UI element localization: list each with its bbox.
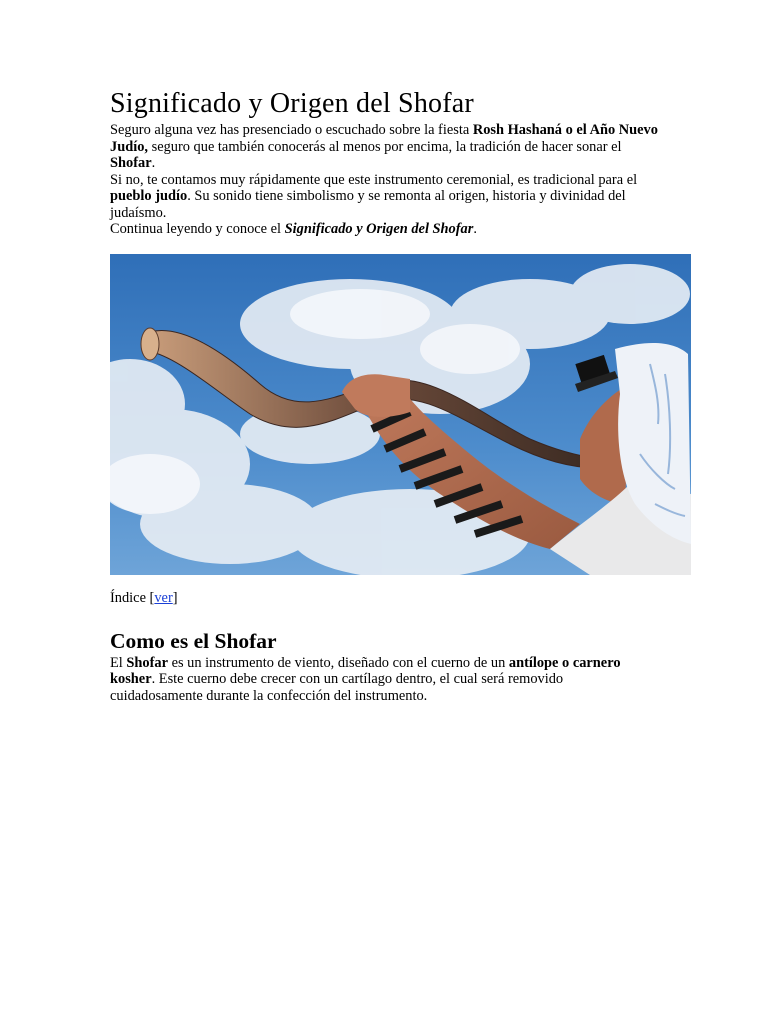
page-title: Significado y Origen del Shofar <box>110 88 474 119</box>
section-text-3: . Este cuerno debe crecer con un cartílago dentro, el cual será removido cuidadosamente durante la confección del instrumento. <box>110 671 564 704</box>
para3-text-2: . <box>473 221 477 237</box>
show-index-link[interactable]: ver <box>154 589 173 606</box>
shofar-photo <box>110 254 691 575</box>
intro-text-2: seguro que también conocerás al menos por encima, la tradición de hacer sonar el <box>148 138 622 155</box>
section-bold-1: Shofar <box>126 654 168 671</box>
para2-text-1: Si no, te contamos muy rápidamente que este instrumento ceremonial, es tradicional para el <box>110 171 638 188</box>
section-bold-2: antílope o carnero kosher <box>110 654 621 687</box>
second-paragraph <box>110 172 658 222</box>
para3-text-1: Continua leyendo y conoce el <box>110 221 285 237</box>
article-content <box>110 86 658 704</box>
intro-bold-2: Shofar <box>110 155 152 171</box>
index-close-bracket: ] <box>172 589 178 606</box>
intro-bold-1: Rosh Hashaná o el Año Nuevo Judío, <box>110 122 658 155</box>
table-of-contents-toggle <box>110 589 658 607</box>
para2-text-2: . Su sonido tiene simbolismo y se remonta al origen, historia y divinidad del judaísmo. <box>110 188 626 221</box>
intro-text-3: . <box>151 155 156 171</box>
index-label: Índice [ <box>110 589 155 606</box>
intro-paragraph <box>110 122 658 172</box>
para3-bold-italic: Significado y Origen del Shofar <box>284 221 474 237</box>
section-heading: Como es el Shofar <box>110 628 277 653</box>
section-paragraph <box>110 655 658 705</box>
intro-text-1: Seguro alguna vez has presenciado o escuchado sobre la fiesta <box>110 122 473 138</box>
section-text-1: El <box>110 654 127 671</box>
section-text-2: es un instrumento de viento, diseñado con el cuerno de un <box>167 654 509 671</box>
third-paragraph <box>110 221 658 238</box>
para2-bold-1: pueblo judío <box>110 188 188 204</box>
